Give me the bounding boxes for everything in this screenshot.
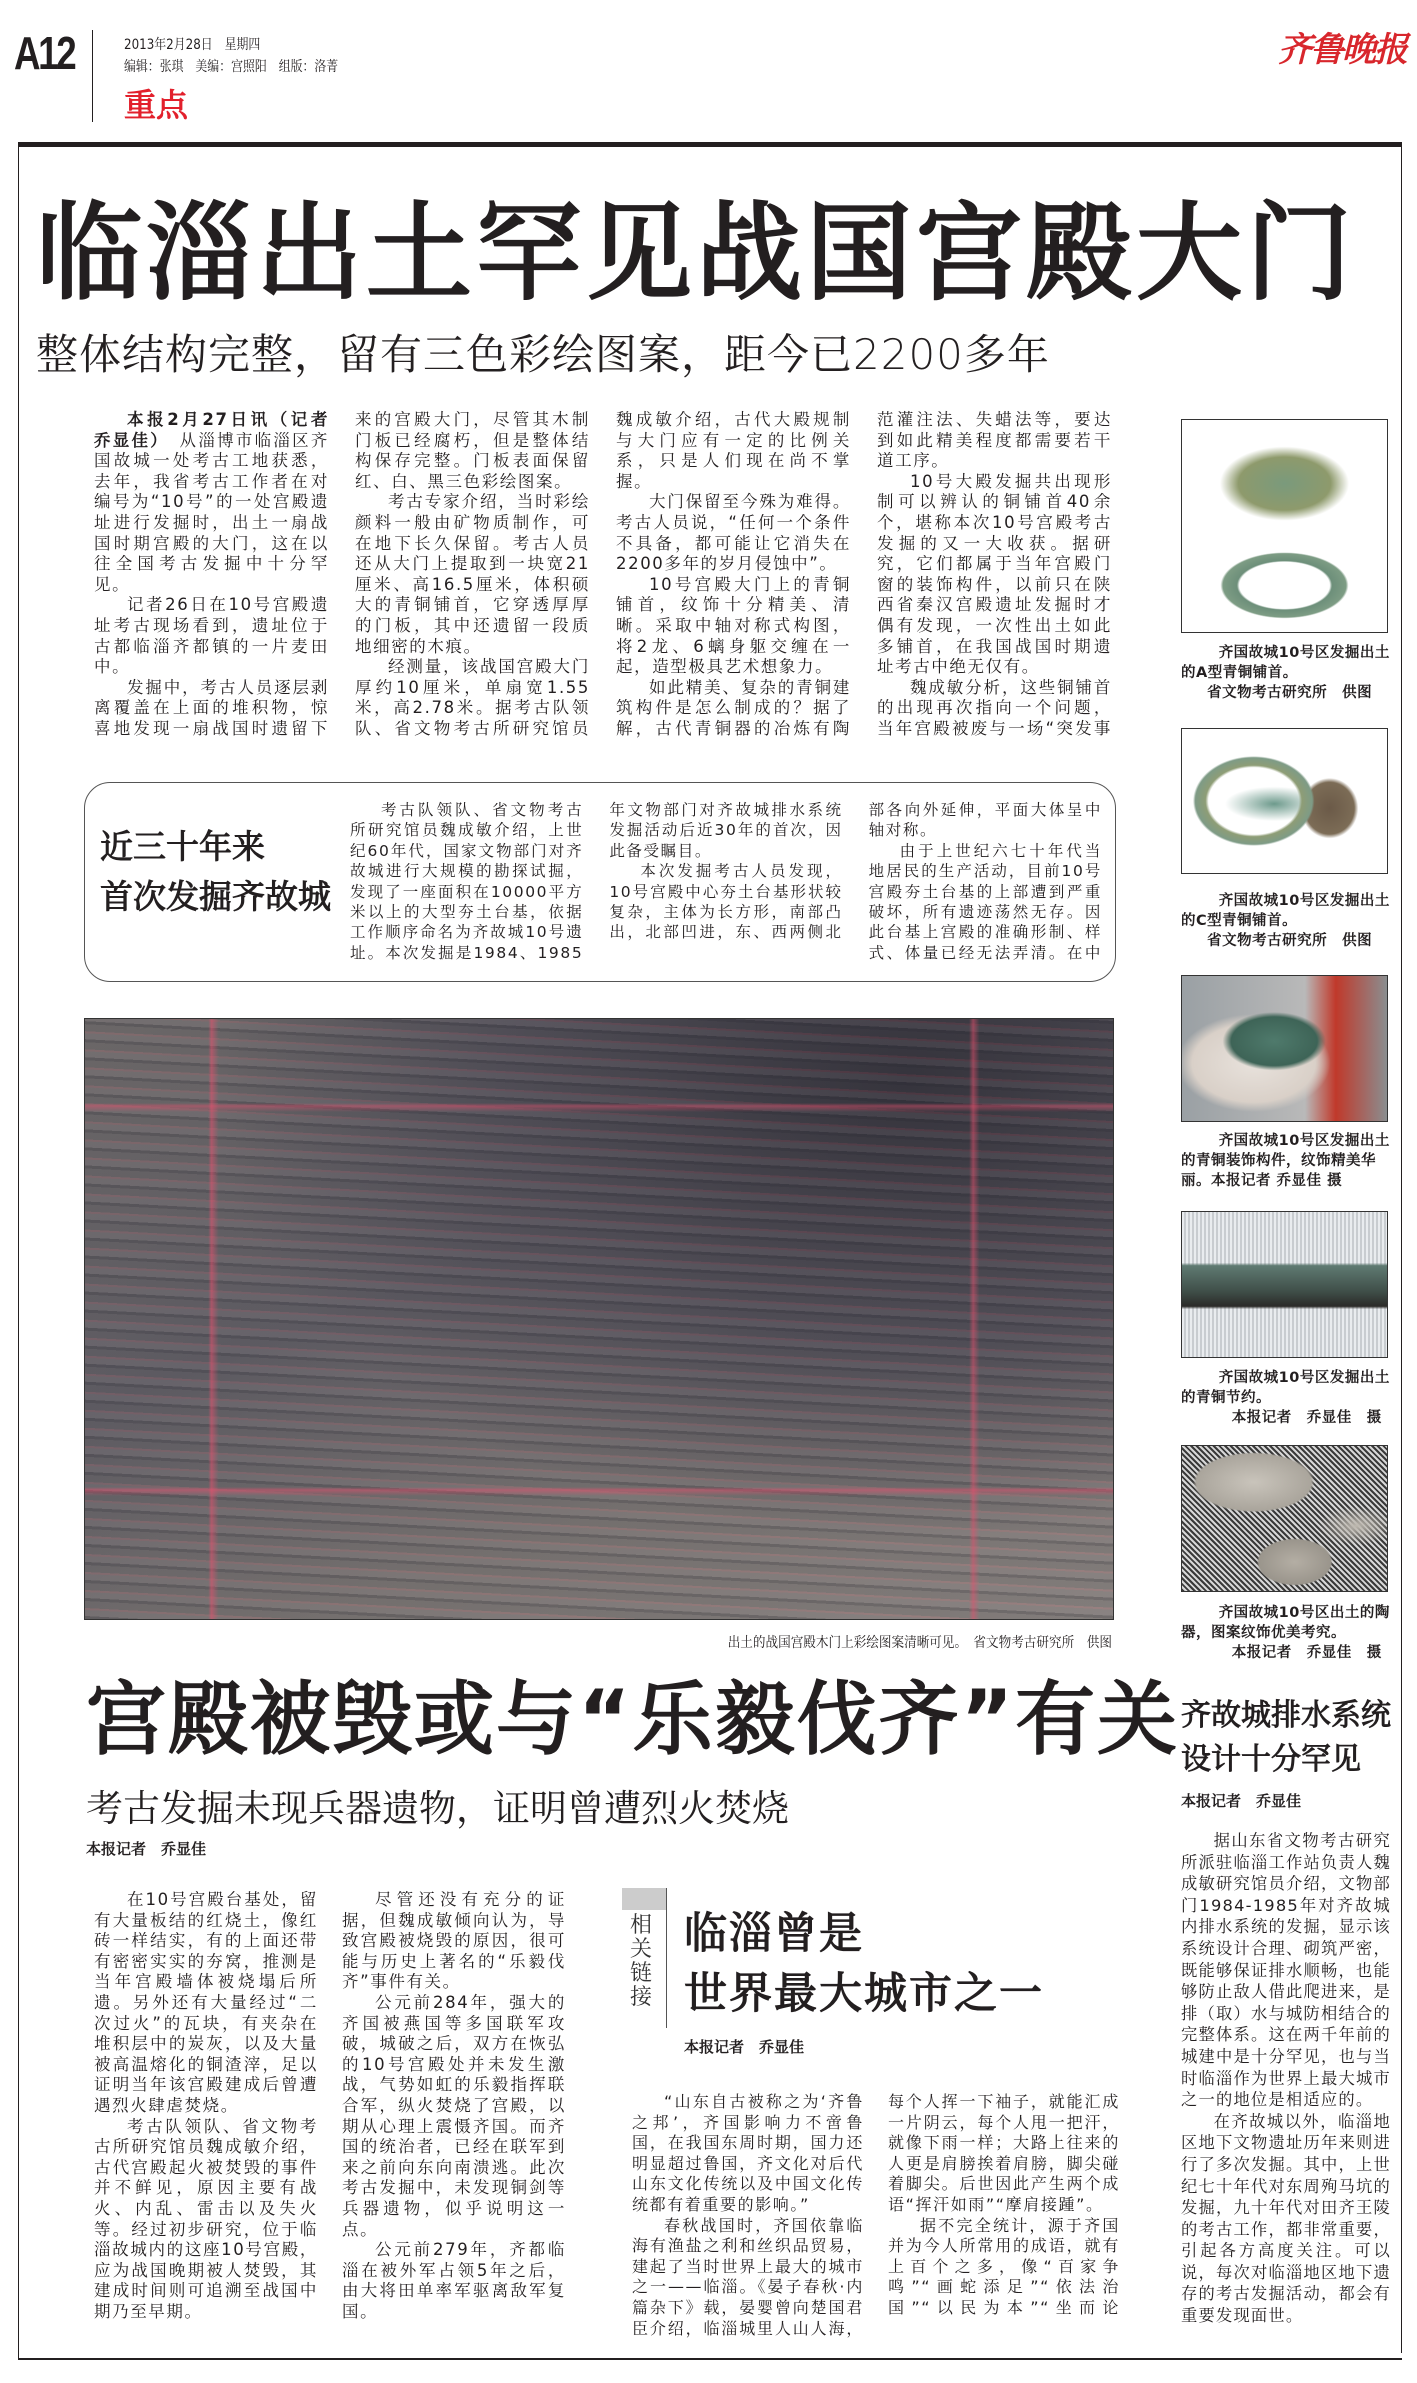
- newspaper-logo: 齐鲁晚报: [1278, 30, 1406, 70]
- caption-text: 齐国故城10号区发掘出土的青铜装饰构件，纹饰精美华丽。本报记者 乔显佳 摄: [1181, 1133, 1390, 1189]
- staff-line: 编辑：张琪 美编：宫照阳 组版：洛菁: [124, 59, 339, 75]
- paragraph: 由于上世纪六七十年代当地居民的生产活动，目前10号宫殿夯土台基的上部遭到严重破坏，所有遗迹荡然无存。因此台基上宫殿的准确形制、样式、体量已经无法弄清。在中: [868, 841, 1102, 962]
- paragraph: 考古专家介绍，当时彩绘颜料一般由矿物质制作，可在地下长久保留。考古人员还从大门上提取到一块宽21厘米、高16.5厘米，体积硕大的青铜铺首，它穿透厚厚的门板，其中还遗留一段质地细密的木痕。: [355, 492, 590, 656]
- side-photo-caption: [1181, 891, 1391, 951]
- tag-bar: [622, 1888, 666, 1910]
- page-number: A12: [14, 27, 75, 79]
- paragraph: 公元前279年，齐都临淄在被外军占领5年之后，由大将田单率军驱离敌军复国。: [342, 2240, 566, 2321]
- article3-headline: [684, 1904, 1044, 2024]
- paragraph: 大门保留至今殊为难得。考古人员说，“任何一个条件不具备，都可能让它消失在2200多年的岁月侵蚀中”。: [616, 492, 851, 574]
- bottom-rule: [18, 2358, 1402, 2360]
- tag-text: 相关链接: [630, 1913, 653, 2010]
- caption-text: 齐国故城10号区发掘出土的青铜节约。: [1181, 1370, 1390, 1406]
- article4-paragraphs: [1181, 1830, 1391, 2345]
- article4-byline: 本报记者 乔显佳: [1181, 1792, 1302, 1810]
- paragraph: 魏成敏分析，这些铜铺首的出现再次指向一个问题，当年宫殿被废与一场“突发事: [877, 677, 1112, 738]
- box-body: [350, 800, 1102, 968]
- article3-body: [632, 2092, 1120, 2347]
- article3-byline: 本报记者 乔显佳: [684, 2038, 805, 2056]
- lead-paragraph: [94, 410, 348, 595]
- date-line: 2013年2月28日 星期四: [124, 37, 261, 53]
- article4-headline: [1181, 1694, 1391, 1782]
- paragraph: 在10号宫殿台基处，留有大量板结的红烧土，像红砖一样结实，有的上面还带有密密实实的夯窝，推测是当年宫殿墙体被烧塌后所遗。另外还有大量经过“二次过火”的瓦块，有夹杂在堆积层中的炭灰，以及大量被高温熔化的铜渣滓，足以证明当年该宫殿建成后曾遭遇烈火肆虐焚烧。: [94, 1890, 318, 2115]
- caption-credit: 省文物考古研究所 供图: [1207, 685, 1373, 701]
- paragraph: 经测量，该战国宫殿大门厚约10厘米，单扇宽1.55米，高2.78米。据考古队领队、省文物考古所研究馆员魏成敏介绍，古代大殿规制与大门应有一定的比例关系，只是人们现在尚不掌握。: [355, 410, 851, 738]
- paragraph: 考古队领队、省文物考古所研究馆员魏成敏介绍，古代宫殿起火被焚毁的事件并不鲜见，原因主要有战火、内乱、雷击以及失火等。经过初步研究，位于临淄故城内的这座10号宫殿，应为战国晚期被人焚毁，其建成时间则可追溯至战国中期乃至早期。: [94, 2116, 318, 2321]
- article2-paragraphs: [94, 1890, 566, 2345]
- main-photo-caption: 出土的战国宫殿木门上彩绘图案清晰可见。 省文物考古研究所 供图: [727, 1635, 1112, 1651]
- paragraph: 10号宫殿大门上的青铜铺首，纹饰十分精美、清晰。采取中轴对称式构图，将2龙、6螭身躯交缠在一起，造型极具艺术想象力。: [616, 574, 851, 677]
- paragraph: 10号大殿发掘共出现形制可以辨认的铜铺首40余个，堪称本次10号宫殿考古发掘的又一大收获。据研究，它们都属于当年宫殿门窗的装饰构件，以前只在陕西省秦汉宫殿遗址发掘时才偶有发现，一次性出土如此多铺首，在我国战国时期遗址考古中绝无仅有。: [877, 471, 1112, 677]
- caption-text: 齐国故城10号区发掘出土的A型青铜铺首。: [1181, 645, 1390, 681]
- side-photo-caption: [1181, 1603, 1391, 1663]
- article3-headline-line2: 世界最大城市之一: [684, 1969, 1044, 2019]
- box-title-line2: 首次发掘齐故城: [100, 877, 331, 916]
- paragraph: 公元前284年，强大的齐国被燕国等多国联军攻破，城破之后，双方在恢弘的10号宫殿处并未发生激战，气势如虹的乐毅指挥联合军，纵火焚烧了宫殿，以期从心理上震慑齐国。而齐国的统治者，已经在联军到来之前向东向南溃逃。此次考古发掘中，未发现铜剑等兵器遗物，似乎说明这一点。: [342, 1992, 566, 2239]
- article2-byline: 本报记者 乔显佳: [86, 1840, 207, 1858]
- article2-body: [94, 1890, 566, 2345]
- paragraph: “山东自古被称之为‘齐鲁之邦’，齐国影响力不啻鲁国，在我国东周时期，国力还明显超过鲁国，齐文化对后代山东文化传统以及中国文化传统都有着重要的影响。”: [632, 2092, 864, 2214]
- header-divider: [92, 30, 93, 122]
- article2-headline: 宫殿被毁或与“乐毅伐齐”有关: [86, 1673, 1180, 1766]
- paragraph: 春秋战国时，齐国依靠临海有渔盐之利和丝织品贸易，建起了当时世界上最大的城市之一——临淄。《晏子春秋·内篇杂下》载，晏婴曾向楚国君臣介绍，临淄城里人山人海，每个人挥一下袖子，就能汇成一片阴云，每个人甩一把汗，就像下雨一样；大路上往来的人更是肩膀挨着肩膀，脚尖碰着脚尖。后世因此产生两个成语“挥汗如雨”“摩肩接踵”。: [632, 2092, 1120, 2338]
- paragraph: 如此精美、复杂的青铜建筑构件是怎么制成的？据了解，古代青铜器的冶炼有陶范灌注法、失蜡法等，要达到如此精美程度都需要若干道工序。: [616, 410, 1112, 738]
- side-photo-caption: [1181, 1131, 1391, 1191]
- related-link-tag: [622, 1888, 667, 2028]
- side-photo-caption: [1181, 643, 1391, 703]
- section-label: 重点: [124, 86, 189, 124]
- article2-subheadline: 考古发掘未现兵器遗物，证明曾遭烈火焚烧: [86, 1787, 789, 1830]
- article4-headline-line1: 齐故城排水系统: [1181, 1698, 1391, 1733]
- paragraph: 据不完全统计，源于齐国并为今人所常用的成语，就有上百个之多，像“百家争鸣”“画蛇添足”“依法治国”“以民为本”“坐而论: [888, 2215, 1120, 2317]
- bronze-knocker-c-photo: [1181, 728, 1388, 874]
- paragraph: 发掘中，考古人员逐层剥离覆盖在上面的堆积物，惊喜地发现一扇战国时遗留下来的宫殿大门，尽管其木制门板已经腐朽，但是整体结构保存完整。门板表面保留红、白、黑三色彩绘图案。: [94, 410, 590, 738]
- box-paragraphs: [350, 800, 1102, 968]
- bronze-knocker-a-photo: [1181, 419, 1388, 633]
- box-title-line1: 近三十年来: [100, 827, 265, 866]
- caption-text: 齐国故城10号区发掘出土的C型青铜铺首。: [1181, 893, 1390, 929]
- article4-body: [1181, 1830, 1391, 2345]
- caption-text: 齐国故城10号区出土的陶器，图案纹饰优美考究。: [1181, 1605, 1390, 1641]
- bronze-fitting-photo: [1181, 1211, 1388, 1358]
- caption-credit: 本报记者 乔显佳 摄: [1231, 1410, 1382, 1426]
- paragraph: 记者26日在10号宫殿遗址考古现场看到，遗址位于古都临淄齐都镇的一片麦田中。: [94, 595, 329, 677]
- main-subheadline: 整体结构完整，留有三色彩绘图案，距今已2200多年: [36, 330, 1050, 379]
- palace-door-photo: [84, 1018, 1114, 1620]
- paragraph: 考古队领队、省文物考古所研究馆员魏成敏介绍，上世纪60年代，国家文物部门对齐故城进行大规模的勘探试掘，发现了一座面积在10000平方米以上的大型夯土台基，依据工作顺序命名为齐故城10号遗址。本次发掘是1984、1985年文物部门对齐故城排水系统发掘活动后近30年的首次，因此备受瞩目。: [350, 801, 843, 962]
- article3-paragraphs: [632, 2092, 1120, 2347]
- caption-credit: 省文物考古研究所 供图: [1207, 933, 1373, 949]
- side-photo-caption: [1181, 1368, 1391, 1428]
- box-title: [100, 822, 331, 922]
- article4-headline-line2: 设计十分罕见: [1181, 1742, 1361, 1777]
- paragraph: 据山东省文物考古研究所派驻临淄工作站负责人魏成敏研究馆员介绍，文物部门1984-1985年对齐故城内排水系统的发掘，显示该系统设计合理、砌筑严密，既能够保证排水顺畅，也能够防止敌人借此爬进来，是排（取）水与城防相结合的完整体系。这在两千年前的城建中是十分罕见，也与当时临淄作为世界上最大城市之一的地位是相适应的。: [1181, 1831, 1391, 2110]
- paragraph: 尽管还没有充分的证据，但魏成敏倾向认为，导致宫殿被烧毁的原因，很可能与历史上著名的“乐毅伐齐”事件有关。: [342, 1890, 566, 1992]
- paragraph: 在齐故城以外，临淄地区地下文物遗址历年来则进行了多次发掘。其中，上世纪七十年代对东周殉马坑的发掘，九十年代对田齐王陵的考古工作，都非常重要，引起各方高度关注。可以说，每次对临淄地区地下遗存的考古发掘活动，都会有重要发现面世。: [1181, 2111, 1391, 2326]
- right-column-divider: [1401, 146, 1402, 2353]
- caption-credit: 本报记者 乔显佳 摄: [1231, 1645, 1382, 1661]
- bronze-ornament-photo: [1181, 975, 1388, 1122]
- paragraph: 本次发掘考古人员发现，10号宫殿中心夯土台基形状较复杂，主体为长方形，南部凸出，北部凹进，东、西两侧北部各向外延伸，平面大体呈中轴对称。: [609, 801, 1102, 942]
- article1-body: [94, 410, 1112, 760]
- article3-headline-line1: 临淄曾是: [684, 1909, 864, 1959]
- frame-left-rule: [18, 146, 19, 2360]
- top-rule: [18, 142, 1402, 147]
- dateline: 本报2月27日讯（记者 乔显佳）: [94, 410, 348, 450]
- main-headline: 临淄出土罕见战国宫殿大门: [36, 192, 1356, 315]
- lead-text: 从淄博市临淄区齐国故城一处考古工地获悉，去年，我省考古工作者在对编号为“10号”的一处宫殿遗址进行发掘时，出土一扇战国时期宫殿的大门，这在以往全国考古发掘中十分罕见。: [94, 430, 329, 594]
- pottery-photo: [1181, 1445, 1388, 1592]
